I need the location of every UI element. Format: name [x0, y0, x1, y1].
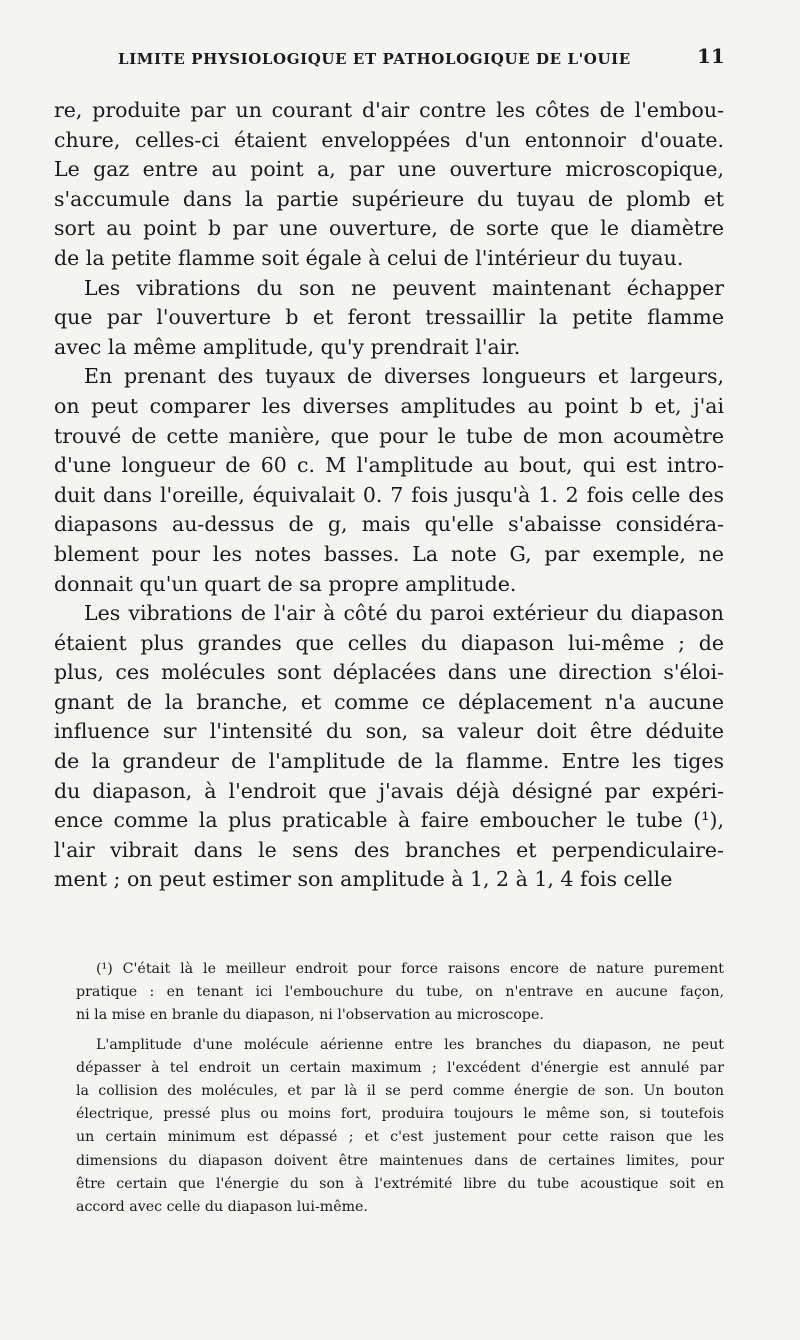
paragraph: [54, 599, 724, 895]
text-line: Les vibrations de l'air à côté du paroi extérieur du diapason: [84, 601, 724, 626]
text-line: Le gaz entre au point a, par une ouverture microscopique,: [54, 157, 724, 182]
body-text: [54, 96, 724, 895]
text-line: de la petite flamme soit égale à celui de l'intérieur du tuyau.: [54, 245, 684, 270]
page-number: 11: [697, 44, 725, 68]
text-line: donnait qu'un quart de sa propre amplitude.: [54, 571, 517, 596]
text-line: influence sur l'intensité du son, sa valeur doit être déduite: [54, 719, 724, 744]
text-line: duit dans l'oreille, équivalait 0. 7 fois jusqu'à 1. 2 fois celle des: [54, 482, 724, 507]
text-line: plus, ces molécules sont déplacées dans une direction s'éloi-: [54, 660, 724, 685]
footnote-line: L'amplitude d'une molécule aérienne entre les branches du diapason, ne peut: [96, 1036, 724, 1053]
text-line: trouvé de cette manière, que pour le tube de mon acoumètre: [54, 423, 724, 448]
text-line: diapasons au-dessus de g, mais qu'elle s'abaisse considéra-: [54, 512, 724, 537]
paragraph: [54, 362, 724, 599]
footnotes: [76, 958, 724, 1219]
text-line: blement pour les notes basses. La note G, par exemple, ne: [54, 541, 724, 566]
text-line: étaient plus grandes que celles du diapason lui-même ; de: [54, 630, 724, 655]
text-line: ment ; on peut estimer son amplitude à 1, 2 à 1, 4 fois celle: [54, 867, 673, 892]
footnote: [76, 958, 724, 1028]
text-line: l'air vibrait dans le sens des branches et perpendiculaire-: [54, 837, 724, 862]
footnote-line: (¹) C'était là le meilleur endroit pour force raisons encore de nature purement: [96, 961, 724, 977]
text-line: de la grandeur de l'amplitude de la flamme. Entre les tiges: [54, 749, 724, 774]
footnote-line: un certain minimum est dépassé ; et c'est justement pour cette raison que les: [76, 1129, 724, 1146]
text-line: chure, celles-ci étaient enveloppées d'un entonnoir d'ouate.: [54, 127, 724, 152]
footnote: [76, 1034, 724, 1220]
running-head: [0, 44, 800, 78]
footnote-line: électrique, pressé plus ou moins fort, produira toujours le même son, si toutefois: [76, 1106, 724, 1123]
footnote-line: dimensions du diapason doivent être maintenues dans de certaines limites, pour: [76, 1152, 724, 1169]
text-line: avec la même amplitude, qu'y prendrait l'air.: [54, 334, 521, 359]
footnote-line: la collision des molécules, et par là il se perd comme énergie de son. Un bouton: [76, 1082, 724, 1099]
text-line: gnant de la branche, et comme ce déplacement n'a aucune: [54, 689, 724, 714]
footnote-line: dépasser à tel endroit un certain maximum ; l'excédent d'énergie est annulé par: [76, 1059, 724, 1076]
text-line: ence comme la plus praticable à faire emboucher le tube (¹),: [54, 808, 724, 833]
text-line: re, produite par un courant d'air contre les côtes de l'embou-: [54, 98, 724, 122]
text-line: sort au point b par une ouverture, de sorte que le diamètre: [54, 216, 724, 241]
footnote-line: être certain que l'énergie du son à l'extrémité libre du tube acoustique soit en: [76, 1175, 724, 1192]
text-line: du diapason, à l'endroit que j'avais déjà désigné par expéri-: [54, 778, 724, 803]
paragraph: [54, 274, 724, 363]
text-line: on peut comparer les diverses amplitudes au point b et, j'ai: [54, 393, 724, 418]
text-line: que par l'ouverture b et feront tressaillir la petite flamme: [54, 305, 724, 330]
footnote-line: accord avec celle du diapason lui-même.: [76, 1198, 368, 1215]
text-line: s'accumule dans la partie supérieure du tuyau de plomb et: [54, 186, 724, 211]
text-line: Les vibrations du son ne peuvent maintenant échapper: [84, 275, 724, 300]
running-title: LIMITE PHYSIOLOGIQUE ET PATHOLOGIQUE DE L'OUIE: [118, 50, 631, 68]
text-line: d'une longueur de 60 c. M l'amplitude au bout, qui est intro-: [54, 453, 724, 478]
footnote-line: ni la mise en branle du diapason, ni l'observation au microscope.: [76, 1007, 544, 1024]
paragraph: [54, 96, 724, 274]
text-line: En prenant des tuyaux de diverses longueurs et largeurs,: [84, 364, 724, 389]
footnote-line: pratique : en tenant ici l'embouchure du tube, on n'entrave en aucune façon,: [76, 984, 724, 1001]
